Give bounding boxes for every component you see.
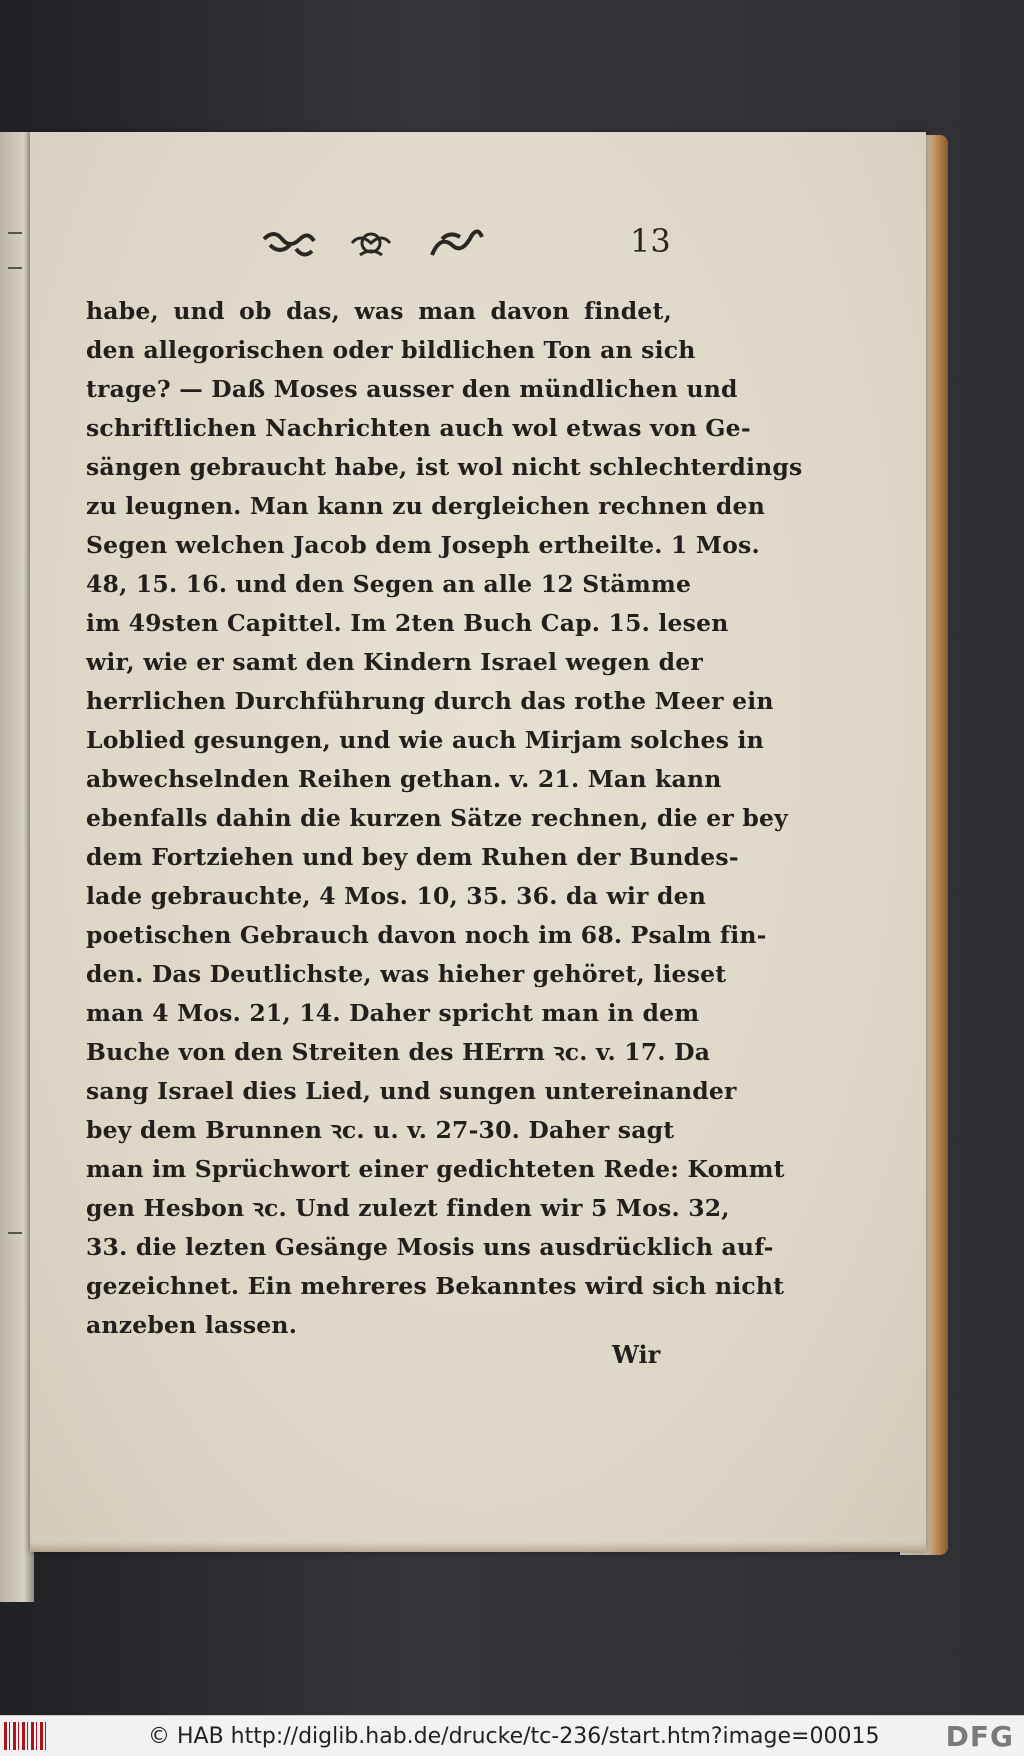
barcode-icon bbox=[4, 1722, 48, 1750]
text-line: schriftlichen Nachrichten auch wol etwas von Ge- bbox=[86, 414, 751, 442]
text-line: den. Das Deutlichste, was hieher gehöret, lieset bbox=[86, 960, 727, 988]
copyright-link[interactable]: © HAB http://diglib.hab.de/drucke/tc-236/start.htm?image=00015 bbox=[148, 1724, 880, 1749]
text-line: bey dem Brunnen ꝛc. u. v. 27-30. Daher sagt bbox=[86, 1116, 675, 1144]
text-line: man 4 Mos. 21, 14. Daher spricht man in dem bbox=[86, 999, 700, 1027]
text-line: herrlichen Durchführung durch das rothe Meer ein bbox=[86, 687, 774, 715]
text-line: 33. die lezten Gesänge Mosis uns ausdrücklich auf- bbox=[86, 1233, 774, 1261]
text-line: gezeichnet. Ein mehreres Bekanntes wird sich nicht bbox=[86, 1272, 785, 1300]
text-line: habe, und ob das, was man davon findet, bbox=[86, 297, 672, 325]
prev-page-mark bbox=[8, 232, 22, 234]
page-header-ornament bbox=[230, 225, 670, 265]
page-number: 13 bbox=[630, 222, 671, 260]
ornament-right-icon bbox=[426, 225, 486, 265]
footer-bar bbox=[0, 1715, 1024, 1756]
text-line: man im Sprüchwort einer gedichteten Rede: Kommt bbox=[86, 1155, 785, 1183]
prev-page-mark bbox=[8, 267, 22, 269]
text-line: ebenfalls dahin die kurzen Sätze rechnen, die er bey bbox=[86, 804, 788, 832]
text-line: gen Hesbon ꝛc. Und zulezt finden wir 5 Mos. 32, bbox=[86, 1194, 730, 1222]
ornament-left-icon bbox=[260, 225, 320, 265]
text-line: sang Israel dies Lied, und sungen untereinander bbox=[86, 1077, 737, 1105]
text-line: Segen welchen Jacob dem Joseph ertheilte. 1 Mos. bbox=[86, 531, 760, 559]
text-line: Buche von den Streiten des HErrn ꝛc. v. 17. Da bbox=[86, 1038, 711, 1066]
text-line: den allegorischen oder bildlichen Ton an sich bbox=[86, 336, 696, 364]
text-line: dem Fortziehen und bey dem Ruhen der Bundes- bbox=[86, 843, 739, 871]
text-line: anzeben lassen. bbox=[86, 1311, 298, 1339]
previous-page-edge bbox=[0, 132, 34, 1602]
catchword: Wir bbox=[612, 1340, 661, 1369]
text-line: lade gebrauchte, 4 Mos. 10, 35. 36. da wir den bbox=[86, 882, 707, 910]
text-line: Loblied gesungen, und wie auch Mirjam solches in bbox=[86, 726, 764, 754]
text-line: wir, wie er samt den Kindern Israel wegen der bbox=[86, 648, 703, 676]
text-line: sängen gebraucht habe, ist wol nicht schlechterdings bbox=[86, 453, 803, 481]
text-line: 48, 15. 16. und den Segen an alle 12 Stämme bbox=[86, 570, 692, 598]
prev-page-mark bbox=[8, 1232, 22, 1234]
ornament-center-icon bbox=[348, 225, 394, 265]
text-line: trage? — Daß Moses ausser den mündlichen und bbox=[86, 375, 738, 403]
text-line: abwechselnden Reihen gethan. v. 21. Man kann bbox=[86, 765, 722, 793]
dfg-logo: DFG bbox=[945, 1720, 1014, 1753]
text-line: poetischen Gebrauch davon noch im 68. Psalm fin- bbox=[86, 921, 767, 949]
text-line: im 49sten Capittel. Im 2ten Buch Cap. 15. lesen bbox=[86, 609, 729, 637]
text-line: zu leugnen. Man kann zu dergleichen rechnen den bbox=[86, 492, 765, 520]
body-text bbox=[86, 292, 803, 1345]
